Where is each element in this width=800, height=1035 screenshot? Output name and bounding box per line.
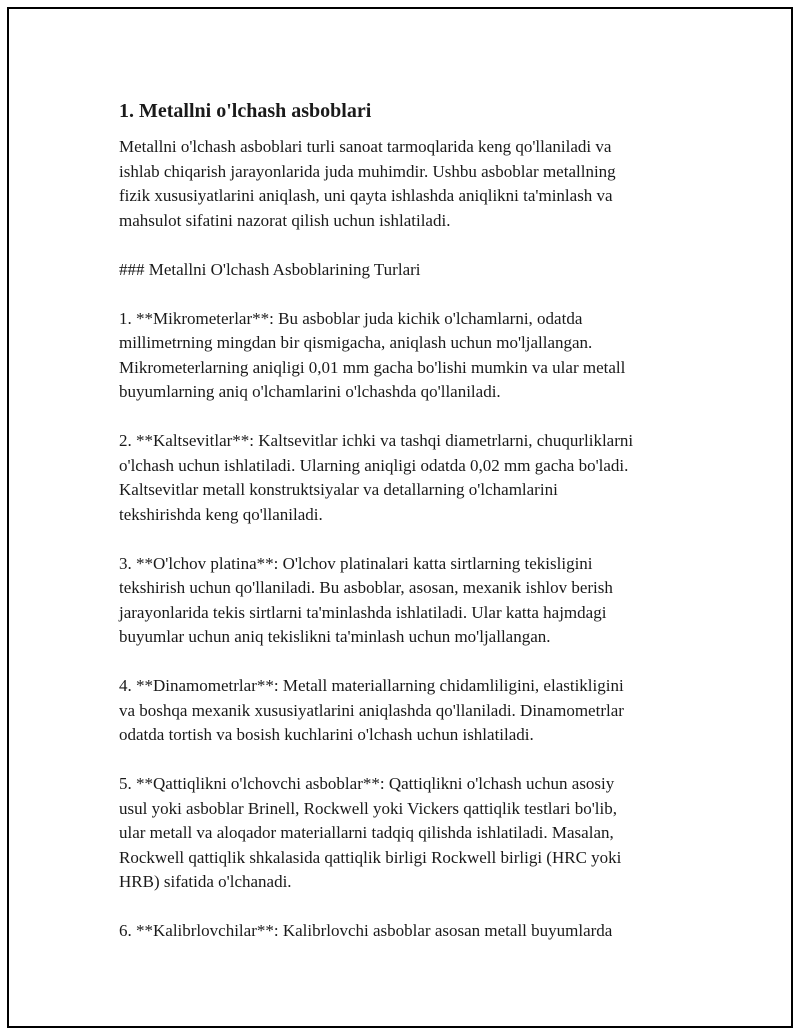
list-item-3: 3. **O'lchov platina**: O'lchov platinalari katta sirtlarning tekisligini tekshirish uchun qo'llaniladi. Bu asboblar, asosan, mexanik ishlov berish jarayonlarida tekis sirtlarni ta'minlashda ishlatiladi. Ular katta hajmdagi buyumlar uchun aniq tekislikni ta'minlash uchun mo'ljallangan. [119,553,613,646]
list-item-5: 5. **Qattiqlikni o'lchovchi asboblar**: Qattiqlikni o'lchash uchun asosiy usul yoki asboblar Brinell, Rockwell yoki Vickers qattiqlik testlari bo'lib, ular metall va aloqador materiallarni tadqiq qilishda ishlatiladi. Masalan, Rockwell qattiqlik shkalasida qattiqlik birligi Rockwell birligi (HRC yoki HRB) sifatida o'lchanadi. [119,774,622,891]
list-item-4: 4. **Dinamometrlar**: Metall materiallarning chidamliligini, elastikligini va boshqa mexanik xususiyatlarini aniqlashda qo'llaniladi. Dinamometrlar odatda tortish va bosish kuchlarini o'lchash uchun ishlatiladi. [119,676,624,744]
document-title: 1. Metallni o'lchash asboblari [119,100,372,122]
section-subheading: ### Metallni O'lchash Asboblarining Turlari [119,259,421,279]
list-item-2: 2. **Kaltsevitlar**: Kaltsevitlar ichki va tashqi diametrlarni, chuqurliklarni o'lchash uchun ishlatiladi. Ularning aniqligi odatda 0,02 mm gacha bo'ladi. Kaltsevitlar metall konstruktsiyalar va detallarning o'lchamlarini tekshirishda keng qo'llaniladi. [119,431,634,524]
intro-paragraph: Metallni o'lchash asboblari turli sanoat tarmoqlarida keng qo'llaniladi va ishlab chiqarish jarayonlarida juda muhimdir. Ushbu asboblar metallning fizik xususiyatlarini aniqlash, uni qayta ishlashda aniqlikni ta'minlash va mahsulot sifatini nazorat qilish uchun ishlatiladi. [119,137,616,230]
page-frame [7,7,793,1028]
list-item-1: 1. **Mikrometerlar**: Bu asboblar juda kichik o'lchamlarni, odatda millimetrning mingdan bir qismigacha, aniqlash uchun mo'ljallangan. Mikrometerlarning aniqligi 0,01 mm gacha bo'lishi mumkin va ular metall buyumlarning aniq o'lchamlarini o'lchashda qo'llaniladi. [119,308,626,401]
document-body [119,99,699,944]
list-item-6: 6. **Kalibrlovchilar**: Kalibrlovchi asboblar asosan metall buyumlarda [119,921,613,940]
